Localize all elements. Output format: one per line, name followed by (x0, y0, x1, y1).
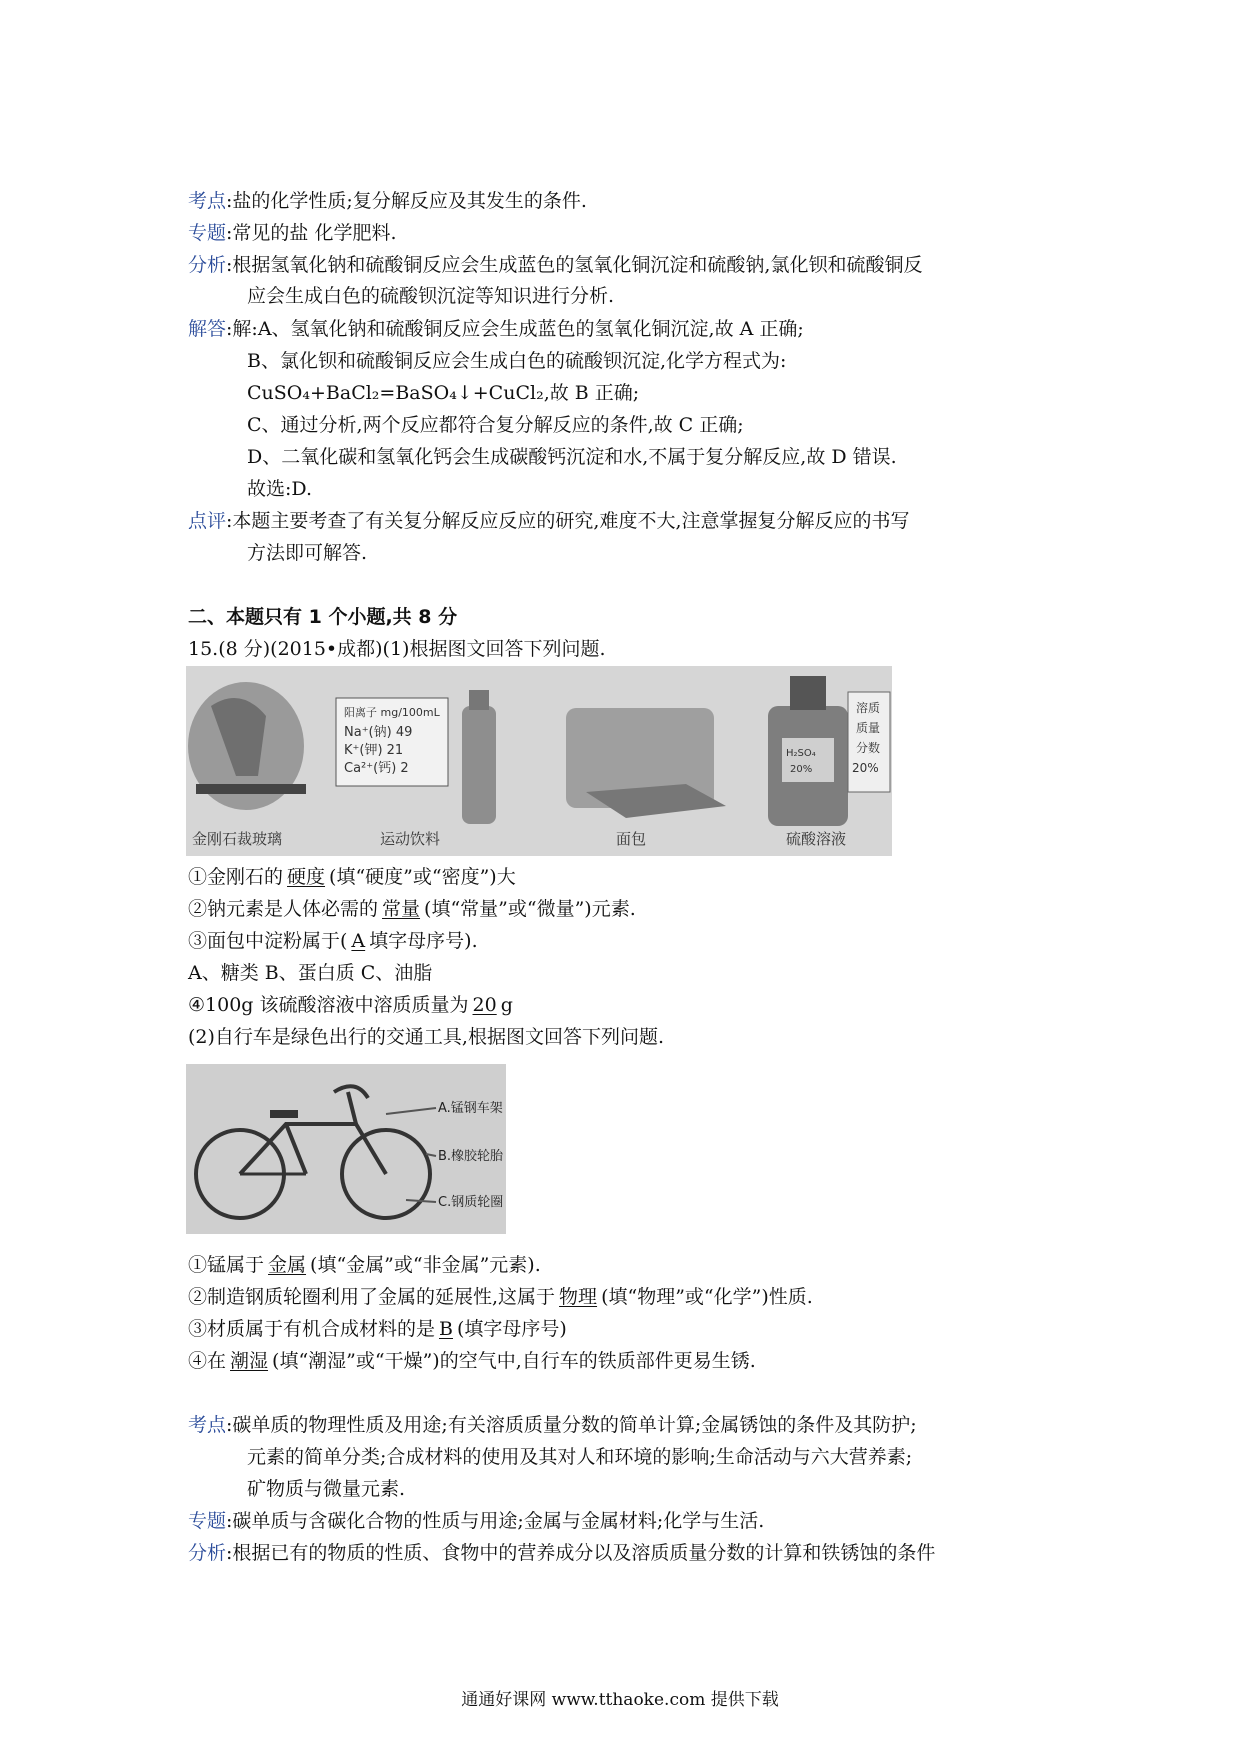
kaodian-2-text-3: 矿物质与微量元素. (247, 1478, 406, 1500)
answer-1-prefix: ①金刚石的 (188, 866, 284, 888)
zhuanti-line (188, 220, 397, 246)
figure-bicycle (186, 1064, 506, 1234)
kaodian-2-line (188, 1412, 917, 1438)
caption-acid: 硫酸溶液 (786, 830, 847, 848)
drink-label-line-4: Ca²⁺(钙) 2 (344, 761, 409, 776)
jieda-text-2: B、氯化钡和硫酸铜反应会生成白色的硫酸钡沉淀,化学方程式为: (247, 350, 787, 372)
zhuanti-2-label: 专题 (188, 1510, 227, 1532)
answer-1-line (188, 864, 516, 890)
dianping-text-1: :本题主要考查了有关复分解反应反应的研究,难度不大,注意掌握复分解反应的书写 (226, 510, 910, 532)
kaodian-text: :盐的化学性质;复分解反应及其发生的条件. (226, 190, 587, 212)
jieda-text-4: C、通过分析,两个反应都符合复分解反应的条件,故 C 正确; (247, 414, 744, 436)
fenxi-line (188, 252, 922, 278)
bicycle-illustration (186, 1064, 506, 1234)
bike-answer-1-suffix: (填“金属”或“非金属”元素). (310, 1254, 541, 1276)
dianping-label: 点评 (188, 510, 227, 532)
drink-label-line-1: 阳离子 mg/100mL (344, 706, 440, 719)
answer-4-suffix: g (500, 994, 513, 1016)
page-footer: 通通好课网 www.tthaoke.com 提供下载 (461, 1690, 779, 1710)
part-2-intro: (2)自行车是绿色出行的交通工具,根据图文回答下列问题. (188, 1026, 664, 1048)
answer-3-blank: A (351, 930, 366, 952)
drink-label-line-3: K⁺(钾) 21 (344, 743, 404, 758)
answer-2-line (188, 896, 636, 922)
answer-4-line (188, 992, 513, 1018)
jieda-label: 解答 (188, 318, 227, 340)
answer-2-blank: 常量 (382, 898, 421, 920)
caption-bread: 面包 (616, 830, 647, 848)
bike-answer-2-suffix: (填“物理”或“化学”)性质. (601, 1286, 813, 1308)
bike-label-tire: B.橡胶轮胎 (438, 1149, 504, 1164)
kaodian-line (188, 188, 587, 214)
acid-tag-line-3: 分数 (856, 741, 881, 755)
bike-answer-3-suffix: (填字母序号) (456, 1318, 567, 1340)
dianping-line (188, 508, 910, 534)
bike-answer-3-blank: B (439, 1318, 453, 1340)
caption-drink: 运动饮料 (380, 830, 441, 848)
bike-answer-4-prefix: ④在 (188, 1350, 227, 1372)
acid-tag-line-2: 质量 (856, 721, 881, 735)
answer-1-suffix: (填“硬度”或“密度”)大 (329, 866, 516, 888)
fenxi-text-2: 应会生成白色的硫酸钡沉淀等知识进行分析. (247, 285, 615, 307)
kaodian-2-text-1: :碳单质的物理性质及用途;有关溶质质量分数的简单计算;金属锈蚀的条件及其防护; (226, 1414, 917, 1436)
caption-diamond: 金刚石裁玻璃 (192, 830, 283, 848)
kaodian-label: 考点 (188, 190, 227, 212)
bike-answer-1-prefix: ①锰属于 (188, 1254, 265, 1276)
bike-answer-3-line (188, 1316, 567, 1342)
kaodian-2-text-2: 元素的简单分类;合成材料的使用及其对人和环境的影响;生命活动与六大营养素; (247, 1446, 913, 1468)
answer-3-line (188, 928, 478, 954)
bike-answer-1-blank: 金属 (268, 1254, 307, 1276)
jieda-text-6: 故选:D. (247, 478, 312, 500)
zhuanti-2-line (188, 1508, 764, 1534)
jieda-text-1: :解:A、氢氧化钠和硫酸铜反应会生成蓝色的氢氧化铜沉淀,故 A 正确; (226, 318, 804, 340)
fenxi-2-line (188, 1540, 935, 1566)
drink-label-line-2: Na⁺(钠) 49 (344, 725, 413, 740)
section-heading: 二、本题只有 1 个小题,共 8 分 (188, 606, 458, 628)
answer-3-options: A、糖类 B、蛋白质 C、油脂 (188, 962, 433, 984)
zhuanti-2-text: :碳单质与含碳化合物的性质与用途;金属与金属材料;化学与生活. (226, 1510, 765, 1532)
acid-bottle-formula: H₂SO₄ (786, 748, 816, 759)
fenxi-2-text: :根据已有的物质的性质、食物中的营养成分以及溶质质量分数的计算和铁锈蚀的条件 (226, 1542, 936, 1564)
figure-materials (186, 666, 892, 856)
kaodian-2-label: 考点 (188, 1414, 227, 1436)
drink-bottle-image (462, 706, 496, 824)
zhuanti-text: :常见的盐 化学肥料. (226, 222, 397, 244)
fenxi-label: 分析 (188, 254, 227, 276)
answer-3-suffix: 填字母序号). (369, 930, 478, 952)
question-15: 15.(8 分)(2015•成都)(1)根据图文回答下列问题. (188, 638, 606, 660)
jieda-text-5: D、二氧化碳和氢氧化钙会生成碳酸钙沉淀和水,不属于复分解反应,故 D 错误. (247, 446, 897, 468)
bike-answer-2-prefix: ②制造钢质轮圈利用了金属的延展性,这属于 (188, 1286, 556, 1308)
answer-2-prefix: ②钠元素是人体必需的 (188, 898, 379, 920)
bike-answer-4-line (188, 1348, 756, 1374)
fenxi-2-label: 分析 (188, 1542, 227, 1564)
fenxi-text: :根据氢氧化钠和硫酸铜反应会生成蓝色的氢氧化铜沉淀和硫酸钠,氯化钡和硫酸铜反 (226, 254, 923, 276)
acid-tag-line-1: 溶质 (856, 701, 881, 715)
bike-answer-3-prefix: ③材质属于有机合成材料的是 (188, 1318, 436, 1340)
answer-1-blank: 硬度 (287, 866, 326, 888)
answer-4-prefix: ④100g 该硫酸溶液中溶质质量为 (188, 994, 469, 1016)
answer-3-prefix: ③面包中淀粉属于( (188, 930, 348, 952)
acid-bottle-percent: 20% (790, 764, 813, 775)
zhuanti-label: 专题 (188, 222, 227, 244)
dianping-text-2: 方法即可解答. (247, 542, 368, 564)
acid-tag-line-4: 20% (852, 761, 879, 775)
bike-answer-4-suffix: (填“潮湿”或“干燥”)的空气中,自行车的铁质部件更易生锈. (272, 1350, 756, 1372)
bike-label-frame: A.锰钢车架 (438, 1101, 503, 1116)
bike-label-rim: C.钢质轮圈 (438, 1195, 504, 1210)
jieda-line (188, 316, 804, 342)
jieda-equation: CuSO₄+BaCl₂=BaSO₄↓+CuCl₂,故 B 正确; (247, 382, 640, 404)
answer-4-blank: 20 (472, 994, 497, 1016)
bike-answer-2-blank: 物理 (559, 1286, 598, 1308)
bike-answer-4-blank: 潮湿 (230, 1350, 269, 1372)
answer-2-suffix: (填“常量”或“微量”)元素. (424, 898, 636, 920)
bike-answer-1-line (188, 1252, 541, 1278)
bike-answer-2-line (188, 1284, 813, 1310)
